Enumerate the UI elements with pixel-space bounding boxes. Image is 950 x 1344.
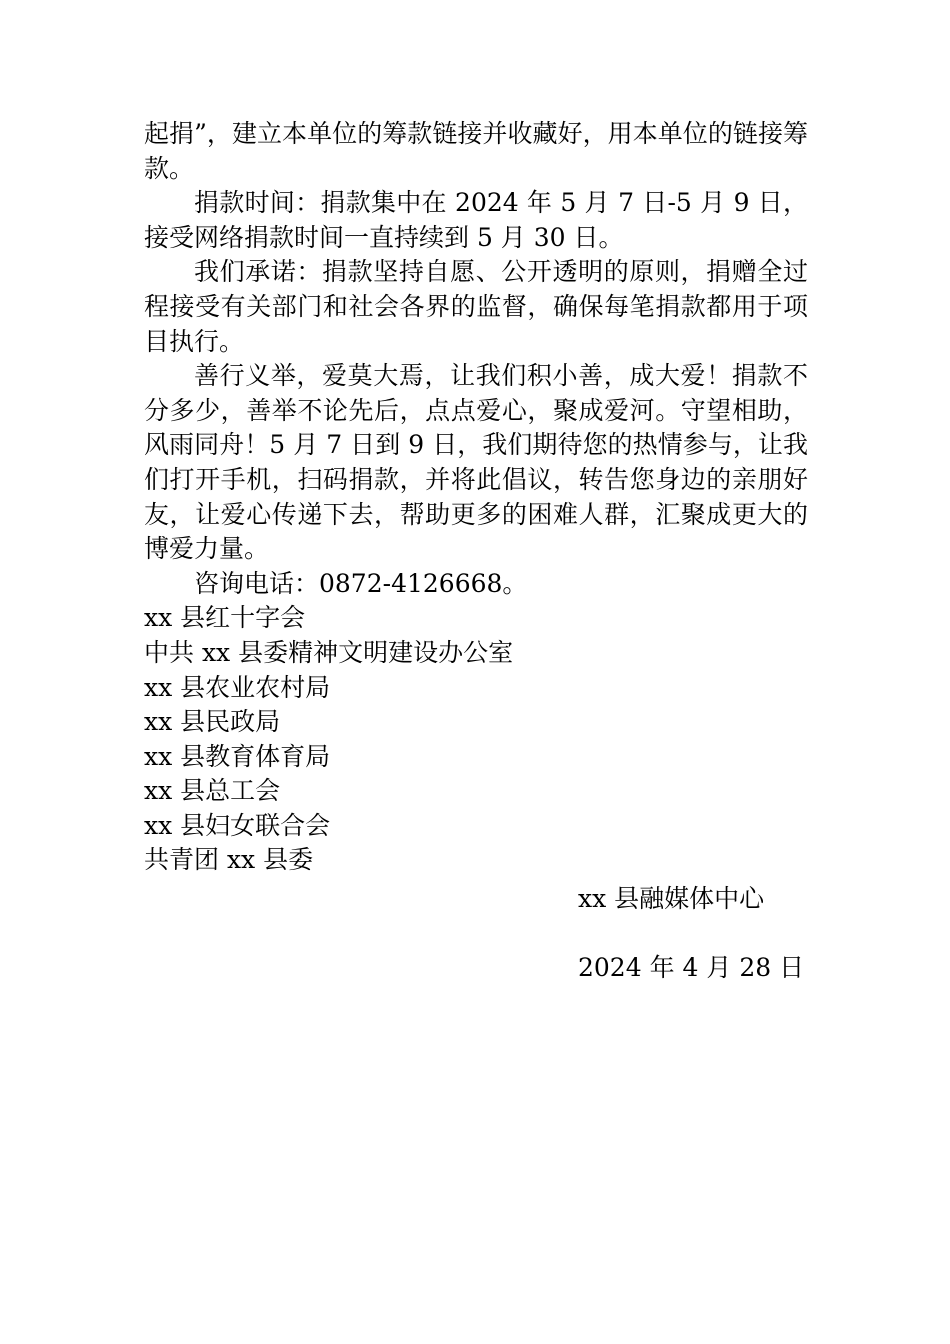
paragraph-donation-time: 捐款时间：捐款集中在 2024 年 5 月 7 日-5 月 9 日，接受网络捐款时间一直持续到 5 月 30 日。 xyxy=(144,188,808,252)
organization-line: xx 县教育体育局 xyxy=(144,741,331,771)
organization-line: 共青团 xx 县委 xyxy=(144,845,314,875)
organization-line: 中共 xx 县委精神文明建设办公室 xyxy=(144,637,514,667)
organization-line: xx 县农业农村局 xyxy=(144,672,331,702)
organization-line: xx 县总工会 xyxy=(144,776,281,806)
signature-date: 2024 年 4 月 28 日 xyxy=(578,953,805,982)
organization-line: xx 县红十字会 xyxy=(144,603,306,633)
paragraph-continuation: 起捐”，建立本单位的筹款链接并收藏好，用本单位的链接筹款。 xyxy=(144,119,808,183)
paragraph-contact-phone: 咨询电话：0872-4126668。 xyxy=(194,568,528,598)
signature-organization: xx 县融媒体中心 xyxy=(578,884,765,913)
paragraph-appeal: 善行义举，爱莫大焉，让我们积小善，成大爱！捐款不分多少，善举不论先后，点点爱心，聚成爱河。守望相助，风雨同舟！5 月 7 日到 9 日，我们期待您的热情参与，让我们打开手机，扫码捐款，并将此倡议，转告您身边的亲朋好友，让爱心传递下去，帮助更多的困难人群，汇聚成更大的博爱力量。 xyxy=(144,361,808,564)
paragraph-promise: 我们承诺：捐款坚持自愿、公开透明的原则，捐赠全过程接受有关部门和社会各界的监督，确保每笔捐款都用于项目执行。 xyxy=(144,257,808,356)
organization-line: xx 县妇女联合会 xyxy=(144,810,331,840)
organization-line: xx 县民政局 xyxy=(144,707,281,737)
document-body xyxy=(144,117,808,878)
